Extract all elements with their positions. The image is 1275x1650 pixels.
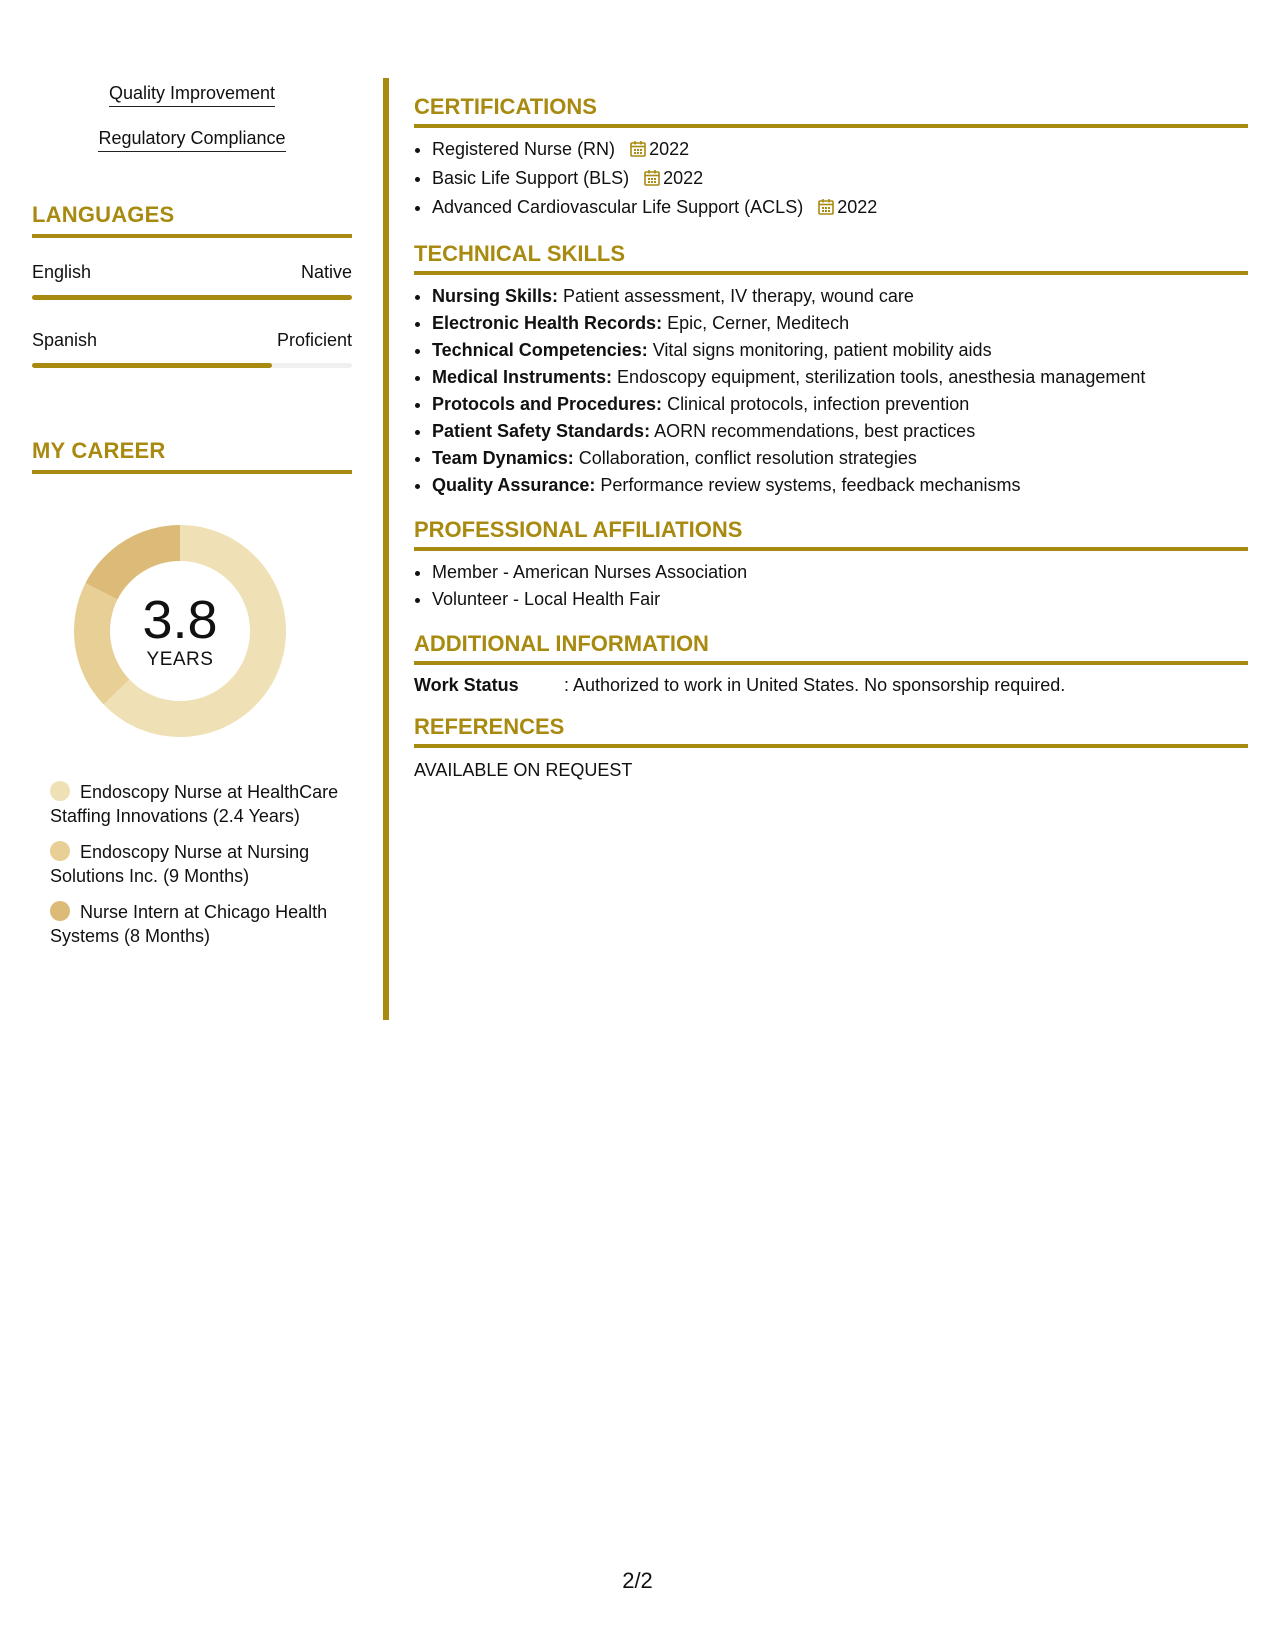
technical-skills-list xyxy=(414,283,1248,499)
language-level: Proficient xyxy=(276,330,352,350)
work-status-value: : Authorized to work in United States. No sponsorship required. xyxy=(564,675,1066,695)
skill-text: Collaboration, conflict resolution strategies xyxy=(573,448,917,468)
references-text: AVAILABLE ON REQUEST xyxy=(414,760,633,780)
career-donut-chart xyxy=(65,516,295,746)
language-name: Spanish xyxy=(32,330,98,350)
certifications-title: CERTIFICATIONS xyxy=(414,94,1248,128)
skill-item xyxy=(432,310,1248,337)
skill-text: Vital signs monitoring, patient mobility aids xyxy=(647,340,992,360)
skill-item xyxy=(432,364,1248,391)
legend-dot xyxy=(50,841,70,861)
skill-text: Performance review systems, feedback mechanisms xyxy=(595,475,1021,495)
skill-item xyxy=(432,391,1248,418)
certifications-list xyxy=(414,136,1248,223)
career-title: MY CAREER xyxy=(32,438,352,474)
language-bar xyxy=(32,363,352,368)
languages-title: LANGUAGES xyxy=(32,202,352,238)
career-item-label: Endoscopy Nurse at HealthCare Staffing Innovations (2.4 Years) xyxy=(50,782,339,826)
career-item-label: Nurse Intern at Chicago Health Systems (8 Months) xyxy=(50,902,328,946)
skill-item xyxy=(432,445,1248,472)
certification-item xyxy=(432,194,1248,223)
skill-label: Patient Safety Standards: xyxy=(432,421,651,441)
technical-skills-section xyxy=(414,241,1248,499)
certification-name: Advanced Cardiovascular Life Support (ACLS) xyxy=(432,197,804,217)
skill-item xyxy=(432,337,1248,364)
certification-year: 2022 xyxy=(663,168,704,188)
language-bar-fill xyxy=(32,295,352,300)
skill-text: Clinical protocols, infection prevention xyxy=(662,394,970,414)
references-section xyxy=(414,714,1248,781)
skill-label: Technical Competencies: xyxy=(432,340,648,360)
skill-text: Patient assessment, IV therapy, wound care xyxy=(558,286,914,306)
certification-name: Basic Life Support (BLS) xyxy=(432,168,630,188)
calendar-icon xyxy=(818,196,834,223)
career-item-label: Endoscopy Nurse at Nursing Solutions Inc. (9 Months) xyxy=(50,842,310,886)
left-column xyxy=(32,82,352,960)
language-level: Native xyxy=(300,262,352,282)
language-english xyxy=(32,262,352,300)
work-status-label: Work Status xyxy=(414,675,519,695)
skill-item xyxy=(432,283,1248,310)
technical-skills-title: TECHNICAL SKILLS xyxy=(414,241,1248,275)
column-divider xyxy=(383,78,389,1020)
donut-center xyxy=(65,516,295,746)
skill-label: Medical Instruments: xyxy=(432,367,613,387)
certification-year: 2022 xyxy=(837,197,878,217)
career-item xyxy=(50,780,340,828)
career-total-unit: YEARS xyxy=(146,649,214,670)
career-item xyxy=(50,840,340,888)
career-legend xyxy=(32,780,340,948)
affiliations-list xyxy=(414,559,1248,613)
skill-label: Quality Assurance: xyxy=(432,475,596,495)
skill-text: AORN recommendations, best practices xyxy=(650,421,976,441)
affiliation-item: • Volunteer - Local Health Fair xyxy=(432,586,1248,613)
additional-info-title: ADDITIONAL INFORMATION xyxy=(414,631,1248,665)
skill-item xyxy=(432,472,1248,499)
skill-link-regulatory-compliance[interactable]: Regulatory Compliance xyxy=(98,127,285,152)
references-title: REFERENCES xyxy=(414,714,1248,748)
language-bar xyxy=(32,295,352,300)
language-bar-fill xyxy=(32,363,272,368)
skill-item xyxy=(432,418,1248,445)
calendar-icon xyxy=(644,167,660,194)
skill-label: Team Dynamics: xyxy=(432,448,574,468)
right-column xyxy=(414,94,1248,799)
legend-dot xyxy=(50,901,70,921)
skill-text: Epic, Cerner, Meditech xyxy=(662,313,850,333)
affiliations-title: PROFESSIONAL AFFILIATIONS xyxy=(414,517,1248,551)
certification-name: Registered Nurse (RN) xyxy=(432,139,616,159)
career-item xyxy=(50,900,340,948)
certification-year: 2022 xyxy=(649,139,690,159)
certifications-section xyxy=(414,94,1248,223)
page-number: 2/2 xyxy=(622,1568,653,1593)
certification-item xyxy=(432,165,1248,194)
language-spanish xyxy=(32,330,352,368)
affiliation-item: • Member - American Nurses Association xyxy=(432,559,1248,586)
work-status-row xyxy=(414,675,1248,696)
language-name: English xyxy=(32,262,92,282)
skill-text: Endoscopy equipment, sterilization tools, anesthesia management xyxy=(612,367,1146,387)
certification-item xyxy=(432,136,1248,165)
career-total-value: 3.8 xyxy=(142,590,218,650)
affiliations-section xyxy=(414,517,1248,613)
legend-dot xyxy=(50,781,70,801)
skill-label: Electronic Health Records: xyxy=(432,313,663,333)
additional-info-section xyxy=(414,631,1248,696)
skill-link-quality-improvement[interactable]: Quality Improvement xyxy=(109,82,275,107)
skill-links xyxy=(32,82,352,172)
skill-label: Protocols and Procedures: xyxy=(432,394,663,414)
calendar-icon xyxy=(630,138,646,165)
skill-label: Nursing Skills: xyxy=(432,286,559,306)
